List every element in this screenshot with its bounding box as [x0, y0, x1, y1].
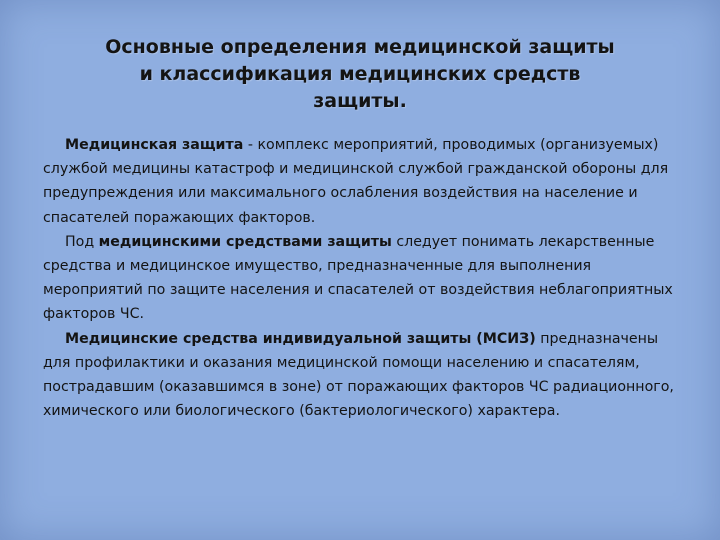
slide-body	[43, 133, 683, 423]
term-medical-means: медицинскими средствами защиты	[98, 233, 392, 250]
prefix-medical-means: Под	[65, 233, 99, 250]
paragraph-medical-protection	[43, 133, 683, 230]
definition-msiz: предназначены для профилактики и оказания медицинской помощи населению и спасателям, пострадавшим (оказавшимся в зоне) от поражающих факторов ЧС радиационного, химического или биологического (бактериологического) характера.	[43, 330, 674, 420]
title-line-2: и классификация медицинских средств	[139, 63, 581, 85]
definition-medical-protection: - комплекс мероприятий, проводимых (организуемых) службой медицины катастроф и медицинской службой гражданской обороны для предупреждения или максимального ослабления воздействия на население и спасателей поражающих факторов.	[43, 137, 669, 226]
term-medical-protection: Медицинская защита	[65, 137, 244, 153]
title-line-1: Основные определения медицинской защиты	[105, 36, 615, 58]
paragraph-medical-means	[43, 230, 683, 327]
term-msiz: Медицинские средства индивидуальной защиты (МСИЗ)	[65, 330, 536, 347]
slide-title	[20, 34, 700, 115]
paragraph-msiz	[43, 327, 683, 424]
definition-medical-means: следует понимать лекарственные средства и медицинское имущество, предназначенные для выполнения мероприятий по защите населения и спасателей от воздействия неблагоприятных факторов ЧС.	[43, 233, 673, 323]
title-line-3: защиты.	[313, 90, 407, 112]
